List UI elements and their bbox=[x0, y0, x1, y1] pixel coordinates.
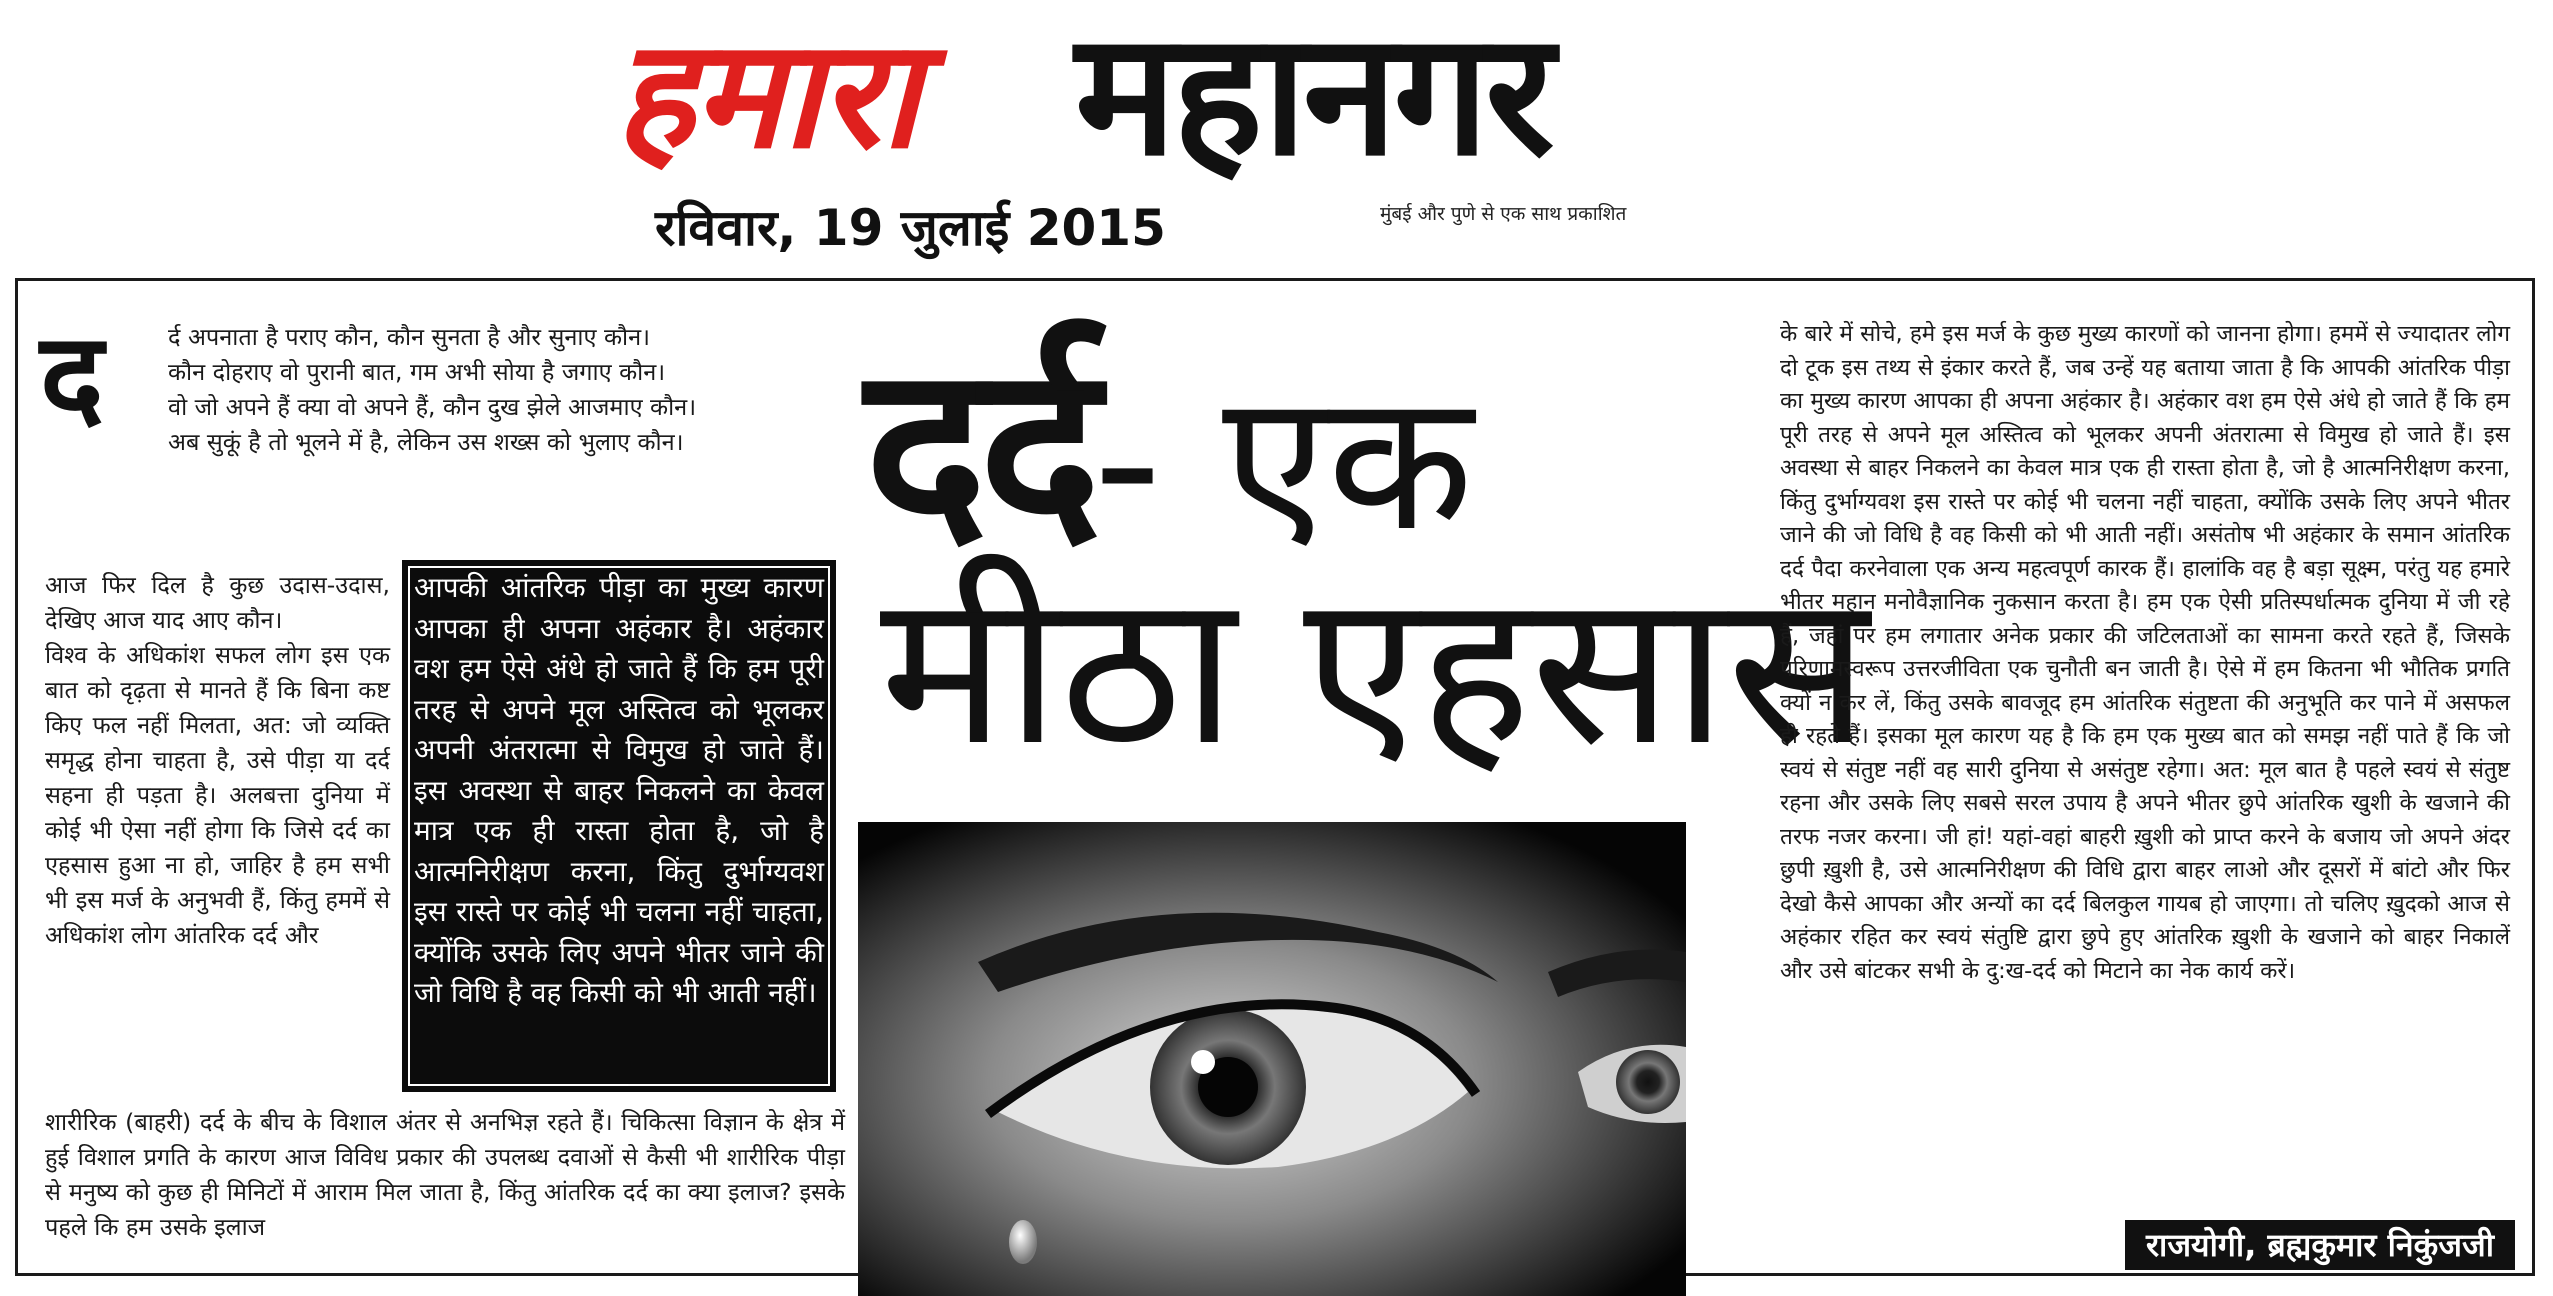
right-column: के बारे में सोचे, हमे इस मर्ज के कुछ मुख्य कारणों को जानना होगा। हममें से ज्यादातर लोग दो टूक इस तथ्य से इंकार करते हैं, जब उन्हें यह बताया जाता है कि आपकी आंतरिक पीड़ा का मुख्य कारण आपका ही अपना अहंकार है। अहंकार वश हम ऐसे अंधे हो जाते हैं कि हम पूरी तरह से अपने मूल अस्तित्व को भूलकर अपनी अंतरात्मा से विमुख हो जाते हैं। इस अवस्था से बाहर निकलने का केवल मात्र एक ही रास्ता होता है, जो है आत्मनिरीक्षण करना, किंतु दुर्भाग्यवश इस रास्ते पर कोई भी चलना नहीं चाहता, क्योंकि उसके लिए अपने भीतर जाने की जो विधि है वह किसी को भी आती नहीं। असंतोष भी अहंकार के समान आंतरिक दर्द पैदा करनेवाला एक अन्य महत्वपूर्ण कारक हैं। हालांकि वह है बड़ा सूक्ष्म, परंतु यह हमारे भीतर महान मनोवैज्ञानिक नुकसान करता है। हम एक ऐसी प्रतिस्पर्धात्मक दुनिया में जी रहे हैं, जहां पर हम लगातार अनेक प्रकार की जटिलताओं का सामना करते रहते हैं, जिसके परिणामस्वरूप उत्तरजीविता एक चुनौती बन जाती है। ऐसे में हम कितना भी भौतिक प्रगति क्यों न कर लें, किंतु उसके बावजूद हम आंतरिक संतुष्टता की अनुभूति कर पाने में असफल ही रहते हैं। इसका मूल कारण यह है कि हम एक मुख्य बात को समझ नहीं पाते हैं कि जो स्वयं से संतुष्ट नहीं वह सारी दुनिया से असंतुष्ट रहेगा। अत: मूल बात है पहले स्वयं से संतुष्ट रहना और उसके लिए सबसे सरल उपाय है अपने भीतर छुपे आंतरिक खुशी के खजाने की तरफ नजर करना। जी हां! यहां-वहां बाहरी ख़ुशी को प्राप्त करने के बजाय जो अपने अंदर छुपी ख़ुशी है, उसे आत्मनिरीक्षण की विधि द्वारा बाहर लाओ और दूसरों में बांटो और फिर देखो कैसे आपका और अन्यों का दर्द बिलकुल गायब हो जाएगा। तो चलिए ख़ुदको आज से अहंकार रहित कर स्वयं संतुष्टि द्वारा छुपे हुए आंतरिक ख़ुशी के खजाने को बाहर निकालें और उसे बांटकर सभी के दु:ख-दर्द को मिटाने का नेक कार्य करें। bbox=[1780, 321, 2510, 984]
poem-line: वो जो अपने हैं क्या वो अपने हैं, कौन दुख झेले आजमाए कौन। bbox=[168, 393, 697, 421]
eye-illustration bbox=[858, 822, 1686, 1296]
poem-lines bbox=[168, 320, 808, 460]
masthead-tagline: मुंबई और पुणे से एक साथ प्रकाशित bbox=[1380, 203, 1627, 225]
body-paragraph: आज फिर दिल है कुछ उदास-उदास, देखिए आज याद आए कौन। bbox=[45, 571, 390, 634]
poem-line: अब सुकूं है तो भूलने में है, लेकिन उस शख्स को भुलाए कौन। bbox=[168, 428, 684, 456]
poem-line: कौन दोहराए वो पुरानी बात, गम अभी सोया है जगाए कौन। bbox=[168, 358, 666, 386]
bottom-continuation: शारीरिक (बाहरी) दर्द के बीच के विशाल अंतर से अनभिज्ञ रहते हैं। चिकित्सा विज्ञान के क्षेत्र में हुई विशाल प्रगति के कारण आज विविध प्रकार की उपलब्ध दवाओं से कैसी भी शारीरिक पीड़ा से मनुष्य को कुछ ही मिनिटों में आराम मिल जाता है, किंतु आंतरिक दर्द का क्या इलाज? इसके पहले कि हम उसके इलाज bbox=[45, 1108, 845, 1241]
body-paragraph: विश्व के अधिकांश सफल लोग इस एक बात को दृढ़ता से मानते हैं कि बिना कष्ट किए फल नहीं मिलता, अत: जो व्यक्ति समृद्ध होना चाहता है, उसे पीड़ा या दर्द सहना ही पड़ता है। अलबत्ता दुनिया में कोई भी ऐसा नहीं होगा कि जिसे दर्द का एहसास हुआ ना हो, जाहिर है हम सभी भी इस मर्ज के अनुभवी हैं, किंतु हममें से अधिकांश लोग आंतरिक दर्द और bbox=[45, 641, 390, 949]
left-column bbox=[45, 568, 390, 953]
iris-right bbox=[1616, 1050, 1680, 1114]
headline-word-dard: दर्द bbox=[865, 316, 1094, 583]
crying-eye-photo bbox=[858, 822, 1686, 1296]
tear-drop bbox=[1009, 1220, 1037, 1264]
headline-word-ek: - एक bbox=[1093, 352, 1474, 573]
drop-cap: द bbox=[40, 308, 104, 447]
pull-quote: आपकी आंतरिक पीड़ा का मुख्य कारण आपका ही अपना अहंकार है। अहंकार वश हम ऐसे अंधे हो जाते हैं कि हम पूरी तरह से अपने मूल अस्तित्व को भूलकर अपनी अंतरात्मा से विमुख हो जाते हैं। इस अवस्था से बाहर निकलने का केवल मात्र एक ही रास्ता होता है, जो है आत्मनिरीक्षण करना, किंतु दुर्भाग्यवश इस रास्ते पर कोई भी चलना नहीं चाहता, क्योंकि उसके लिए अपने भीतर जाने की जो विधि है वह किसी को भी आती नहीं। bbox=[402, 560, 836, 1092]
author-byline: राजयोगी, ब्रह्मकुमार निकुंजजी bbox=[2125, 1220, 2515, 1270]
masthead-logo-hamara: हमारा bbox=[615, 8, 918, 182]
headline-line-2: मीठा एहसास bbox=[880, 547, 1870, 792]
masthead bbox=[600, 0, 2000, 270]
poem-line: र्द अपनाता है पराए कौन, कौन सुनता है और सुनाए कौन। bbox=[168, 323, 651, 351]
eye-highlight bbox=[1191, 1050, 1215, 1074]
issue-date: रविवार, 19 जुलाई 2015 bbox=[655, 199, 1166, 257]
headline-line-1 bbox=[865, 316, 1474, 583]
masthead-logo-mahanagar: महानगर bbox=[1075, 0, 1551, 194]
